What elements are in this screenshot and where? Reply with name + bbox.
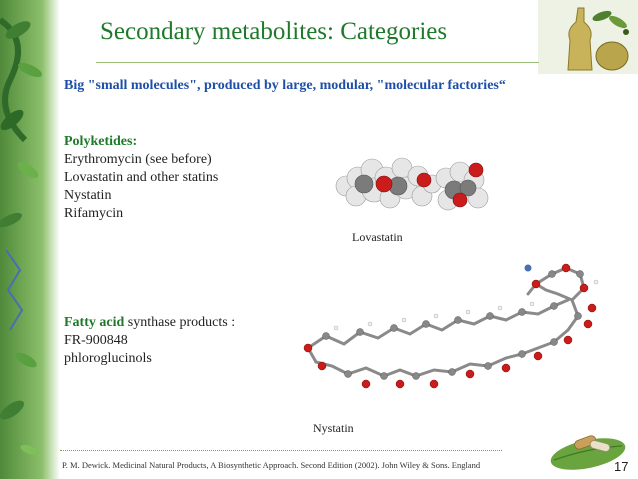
leaf-vine-decoration-icon [0,0,60,479]
list-item: Nystatin [64,188,112,203]
polyketides-section [64,133,218,223]
slide-subtitle: Big "small molecules", produced by large, modular, "molecular factories“ [64,78,506,93]
oil-cruet-decoration-icon [538,0,638,74]
fatty-acid-heading [64,314,235,332]
list-item: phloroglucinols [64,351,152,366]
lovastatin-caption: Lovastatin [352,230,403,244]
page-number: 17 [614,459,629,474]
fatty-acid-section [64,314,235,368]
list-item: Rifamycin [64,206,124,221]
nystatin-caption: Nystatin [313,421,354,435]
polyketides-heading: Polyketides: [64,134,138,149]
list-item: FR-900848 [64,333,128,348]
footer-citation: P. M. Dewick. Medicinal Natural Products, A Biosynthetic Approach. Second Edition (2002). John Wiley & Sons. England [62,460,481,470]
fatty-acid-heading-bold: Fatty acid [64,315,125,330]
nystatin-ball-and-stick-model-icon [296,244,612,400]
lovastatin-spacefill-model-icon [328,150,498,218]
list-item: Erythromycin (see before) [64,152,212,167]
slide-title: Secondary metabolites: Categories [100,18,448,45]
list-item: Lovastatin and other statins [64,170,219,185]
footer-divider [60,450,502,451]
fatty-acid-heading-rest: synthase products : [124,315,236,330]
title-divider [96,62,539,63]
